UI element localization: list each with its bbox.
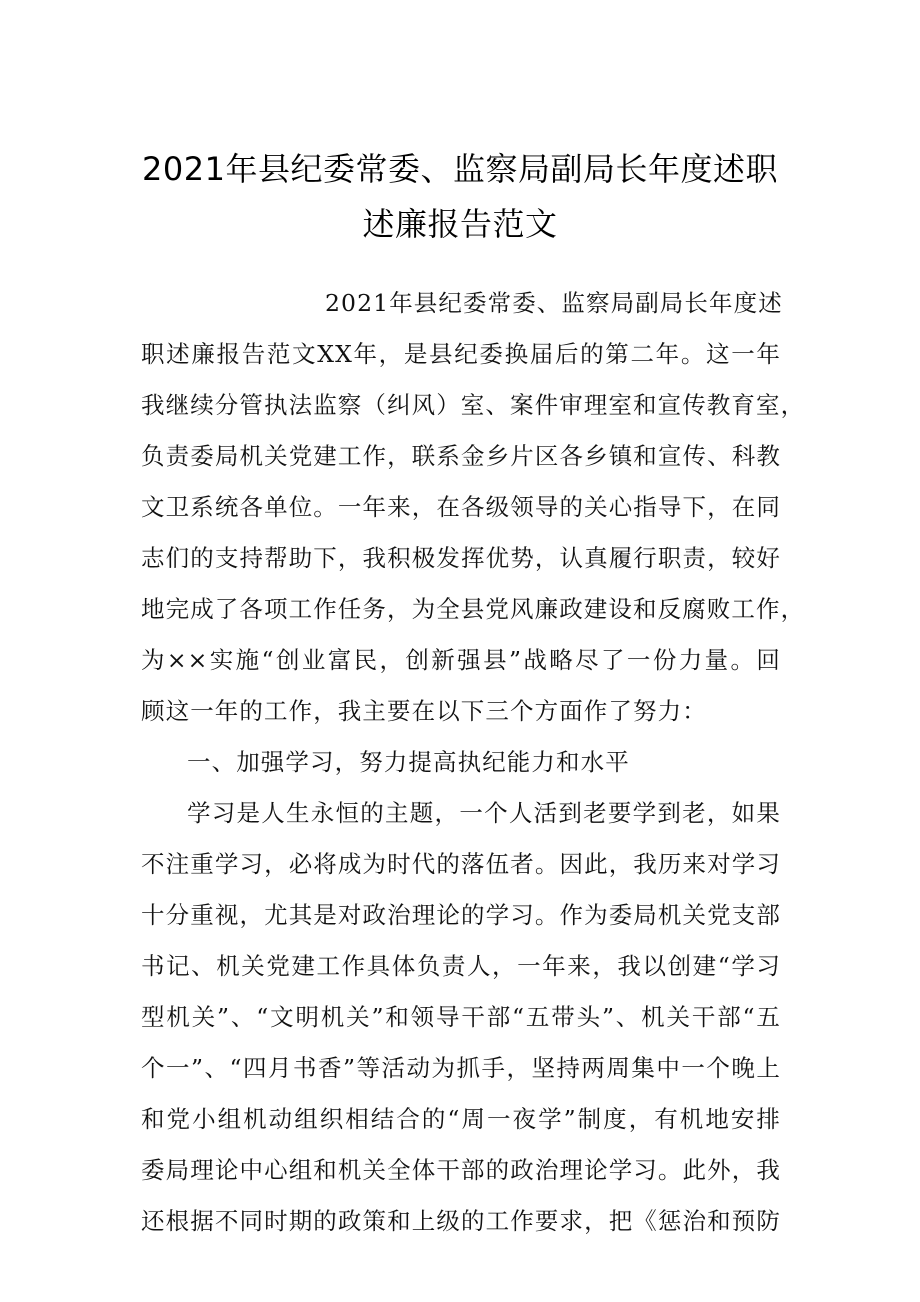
body-line: 书记、机关党建工作具体负责人，一年来，我以创建“学习: [141, 952, 781, 980]
body-line: 十分重视，尤其是对政治理论的学习。作为委局机关党支部: [141, 901, 781, 929]
body-line: 为××实施“创业富民，创新强县”战略尽了一份力量。回: [141, 646, 781, 674]
document-title-line-2: 述廉报告范文: [362, 205, 558, 243]
body-line: 我继续分管执法监察（纠风）室、案件审理室和宣传教育室，: [141, 391, 806, 419]
body-line: 不注重学习，必将成为时代的落伍者。因此，我历来对学习: [141, 850, 781, 878]
body-line: 还根据不同时期的政策和上级的工作要求，把《惩治和预防: [141, 1207, 781, 1235]
section-heading: 一、加强学习，努力提高执纪能力和水平: [187, 748, 630, 776]
body-line: 地完成了各项工作任务，为全县党风廉政建设和反腐败工作，: [141, 595, 806, 623]
body-line: 个一”、“四月书香”等活动为抓手，坚持两周集中一个晚上: [141, 1054, 781, 1082]
body-line: 委局理论中心组和机关全体干部的政治理论学习。此外，我: [141, 1156, 781, 1184]
body-line: 学习是人生永恒的主题，一个人活到老要学到老，如果: [187, 799, 781, 827]
body-line: 2021年县纪委常委、监察局副局长年度述: [325, 289, 783, 317]
body-line: 文卫系统各单位。一年来，在各级领导的关心指导下，在同: [141, 493, 781, 521]
body-line: 顾这一年的工作，我主要在以下三个方面作了努力：: [141, 697, 707, 725]
body-line: 志们的支持帮助下，我积极发挥优势，认真履行职责，较好: [141, 544, 781, 572]
body-line: 负责委局机关党建工作，联系金乡片区各乡镇和宣传、科教: [141, 442, 781, 470]
body-line: 职述廉报告范文XX年，是县纪委换届后的第二年。这一年: [141, 340, 781, 368]
document-title-line-1: 2021年县纪委常委、监察局副局长年度述职: [142, 150, 778, 188]
body-line: 型机关”、“文明机关”和领导干部“五带头”、机关干部“五: [141, 1003, 781, 1031]
body-line: 和党小组机动组织相结合的“周一夜学”制度，有机地安排: [141, 1105, 781, 1133]
